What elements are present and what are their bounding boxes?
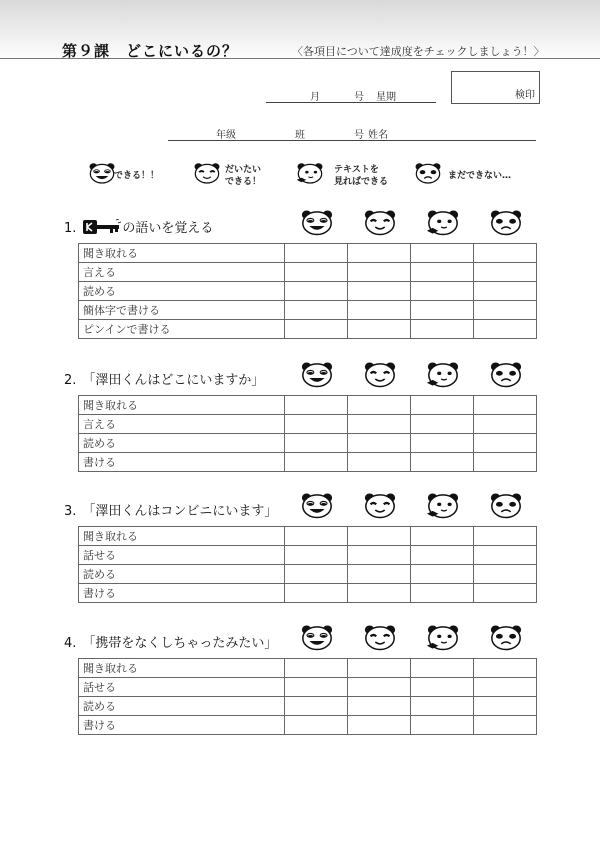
- month-label: 月: [310, 92, 320, 103]
- check-cell[interactable]: [474, 678, 537, 697]
- check-cell[interactable]: [285, 546, 348, 565]
- sad-panda-icon: [489, 492, 523, 523]
- skill-label: 読める: [79, 697, 285, 716]
- check-cell[interactable]: [348, 396, 411, 415]
- check-cell[interactable]: [411, 678, 474, 697]
- section-number: 3.: [64, 504, 77, 519]
- table-row: [79, 584, 537, 603]
- check-cell[interactable]: [348, 527, 411, 546]
- check-cell[interactable]: [285, 263, 348, 282]
- check-cell[interactable]: [474, 453, 537, 472]
- smiling-panda-icon: [363, 361, 397, 392]
- section-title: [64, 217, 213, 239]
- sad-panda-icon: [489, 209, 523, 240]
- check-cell[interactable]: [474, 301, 537, 320]
- check-cell[interactable]: [348, 678, 411, 697]
- check-cell[interactable]: [411, 434, 474, 453]
- reading-panda-icon: [426, 492, 460, 523]
- check-cell[interactable]: [348, 546, 411, 565]
- check-cell[interactable]: [474, 659, 537, 678]
- evaluation-table: [78, 395, 537, 472]
- check-cell[interactable]: [474, 282, 537, 301]
- check-cell[interactable]: [474, 697, 537, 716]
- evaluation-table: [78, 526, 537, 603]
- check-cell[interactable]: [411, 659, 474, 678]
- table-row: [79, 659, 537, 678]
- reading-panda-icon: [426, 624, 460, 655]
- skill-label: 聞き取れる: [79, 396, 285, 415]
- weekday-label: 星期: [376, 92, 396, 103]
- check-cell[interactable]: [474, 716, 537, 735]
- table-row: [79, 396, 537, 415]
- skill-label: 読める: [79, 282, 285, 301]
- section-title: [64, 369, 264, 388]
- reading-panda-icon: [426, 361, 460, 392]
- check-cell[interactable]: [411, 584, 474, 603]
- skill-label: 読める: [79, 565, 285, 584]
- check-cell[interactable]: [348, 565, 411, 584]
- skill-label: 言える: [79, 415, 285, 434]
- check-label: 検印: [515, 90, 535, 101]
- section-title-text: 「澤田くんはどこにいますか」: [82, 373, 265, 388]
- evaluation-table: [78, 658, 537, 735]
- skill-label: 書ける: [79, 584, 285, 603]
- check-cell[interactable]: [348, 659, 411, 678]
- table-row: [79, 320, 537, 339]
- check-cell[interactable]: [285, 282, 348, 301]
- grade-label: 年级: [216, 130, 236, 141]
- table-row: [79, 678, 537, 697]
- check-cell[interactable]: [348, 320, 411, 339]
- check-cell[interactable]: [348, 697, 411, 716]
- happy-panda-icon: [300, 624, 334, 655]
- happy-panda-icon: [300, 492, 334, 523]
- check-cell[interactable]: [411, 716, 474, 735]
- table-row: [79, 697, 537, 716]
- section-title-text: 「携帯をなくしちゃったみたい」: [82, 636, 278, 651]
- check-cell[interactable]: [474, 434, 537, 453]
- smiling-panda-icon: [193, 162, 221, 188]
- key-icon: [82, 219, 122, 239]
- check-cell[interactable]: [411, 565, 474, 584]
- check-cell[interactable]: [348, 584, 411, 603]
- check-cell[interactable]: [411, 546, 474, 565]
- evaluation-table: [78, 243, 537, 339]
- day-label: 号: [354, 92, 364, 103]
- sad-panda-icon: [489, 361, 523, 392]
- table-row: [79, 282, 537, 301]
- check-cell[interactable]: [348, 282, 411, 301]
- skill-label: 簡体字で書ける: [79, 301, 285, 320]
- check-cell[interactable]: [411, 263, 474, 282]
- table-row: [79, 434, 537, 453]
- check-cell[interactable]: [285, 565, 348, 584]
- section-title: [64, 632, 277, 651]
- smiling-panda-icon: [363, 492, 397, 523]
- check-cell[interactable]: [474, 244, 537, 263]
- check-cell[interactable]: [285, 527, 348, 546]
- check-cell[interactable]: [285, 434, 348, 453]
- check-cell[interactable]: [411, 697, 474, 716]
- table-row: [79, 453, 537, 472]
- skill-label: 書ける: [79, 716, 285, 735]
- class-label: 班: [295, 130, 305, 141]
- check-cell[interactable]: [411, 244, 474, 263]
- check-cell[interactable]: [285, 453, 348, 472]
- lesson-subtitle: 〈各項目について達成度をチェックしましょう！〉: [292, 45, 545, 58]
- sad-panda-icon: [489, 624, 523, 655]
- section-title-text: の語いを覚える: [122, 221, 214, 236]
- check-cell[interactable]: [285, 659, 348, 678]
- table-row: [79, 546, 537, 565]
- check-cell[interactable]: [411, 301, 474, 320]
- section-title-text: 「澤田くんはコンビニにいます」: [82, 504, 278, 519]
- check-cell[interactable]: [411, 527, 474, 546]
- table-row: [79, 527, 537, 546]
- check-cell[interactable]: [285, 320, 348, 339]
- check-cell[interactable]: [474, 584, 537, 603]
- legend-text-line: まだできない…: [448, 171, 512, 181]
- section-number: 1.: [64, 221, 77, 236]
- table-row: [79, 301, 537, 320]
- check-cell[interactable]: [348, 415, 411, 434]
- legend-text-line: テキストを: [334, 165, 379, 175]
- sad-panda-icon: [414, 162, 442, 188]
- check-cell[interactable]: [285, 697, 348, 716]
- table-row: [79, 565, 537, 584]
- skill-label: 聞き取れる: [79, 244, 285, 263]
- section-title: [64, 500, 277, 519]
- reading-panda-icon: [296, 162, 324, 188]
- check-cell[interactable]: [285, 244, 348, 263]
- skill-label: 聞き取れる: [79, 659, 285, 678]
- table-row: [79, 415, 537, 434]
- check-cell[interactable]: [285, 678, 348, 697]
- teacher-check-box[interactable]: [451, 71, 540, 104]
- smiling-panda-icon: [363, 209, 397, 240]
- name-label: 姓名: [368, 130, 388, 141]
- check-cell[interactable]: [474, 263, 537, 282]
- skill-label: 話せる: [79, 678, 285, 697]
- lesson-title: 第９課 どこにいるの？: [62, 42, 239, 60]
- section-number: 4.: [64, 636, 77, 651]
- skill-label: 話せる: [79, 546, 285, 565]
- table-row: [79, 244, 537, 263]
- happy-panda-icon: [88, 162, 116, 188]
- legend-text-line: できる！！: [114, 171, 160, 181]
- legend-text-line: だいたい: [225, 165, 262, 175]
- check-cell[interactable]: [285, 716, 348, 735]
- check-cell[interactable]: [285, 584, 348, 603]
- check-cell[interactable]: [411, 415, 474, 434]
- table-row: [79, 263, 537, 282]
- skill-label: 聞き取れる: [79, 527, 285, 546]
- reading-panda-icon: [426, 209, 460, 240]
- check-cell[interactable]: [411, 320, 474, 339]
- date-line[interactable]: [266, 88, 436, 103]
- legend-text-line: できる！: [225, 177, 262, 187]
- check-cell[interactable]: [474, 320, 537, 339]
- check-cell[interactable]: [348, 453, 411, 472]
- check-cell[interactable]: [411, 396, 474, 415]
- skill-label: 読める: [79, 434, 285, 453]
- happy-panda-icon: [300, 209, 334, 240]
- check-cell[interactable]: [474, 565, 537, 584]
- skill-label: 言える: [79, 263, 285, 282]
- check-cell[interactable]: [474, 415, 537, 434]
- section-number: 2.: [64, 373, 77, 388]
- class-info-line[interactable]: [168, 126, 536, 141]
- number-label: 号: [354, 130, 364, 141]
- check-cell[interactable]: [474, 546, 537, 565]
- smiling-panda-icon: [363, 624, 397, 655]
- table-row: [79, 716, 537, 735]
- check-cell[interactable]: [285, 396, 348, 415]
- check-cell[interactable]: [411, 453, 474, 472]
- check-cell[interactable]: [285, 301, 348, 320]
- check-cell[interactable]: [348, 301, 411, 320]
- skill-label: ピンインで書ける: [79, 320, 285, 339]
- check-cell[interactable]: [348, 244, 411, 263]
- skill-label: 書ける: [79, 453, 285, 472]
- check-cell[interactable]: [348, 263, 411, 282]
- check-cell[interactable]: [348, 434, 411, 453]
- check-cell[interactable]: [411, 282, 474, 301]
- check-cell[interactable]: [474, 396, 537, 415]
- happy-panda-icon: [300, 361, 334, 392]
- check-cell[interactable]: [285, 415, 348, 434]
- legend-text-line: 見ればできる: [334, 177, 389, 187]
- check-cell[interactable]: [348, 716, 411, 735]
- check-cell[interactable]: [474, 527, 537, 546]
